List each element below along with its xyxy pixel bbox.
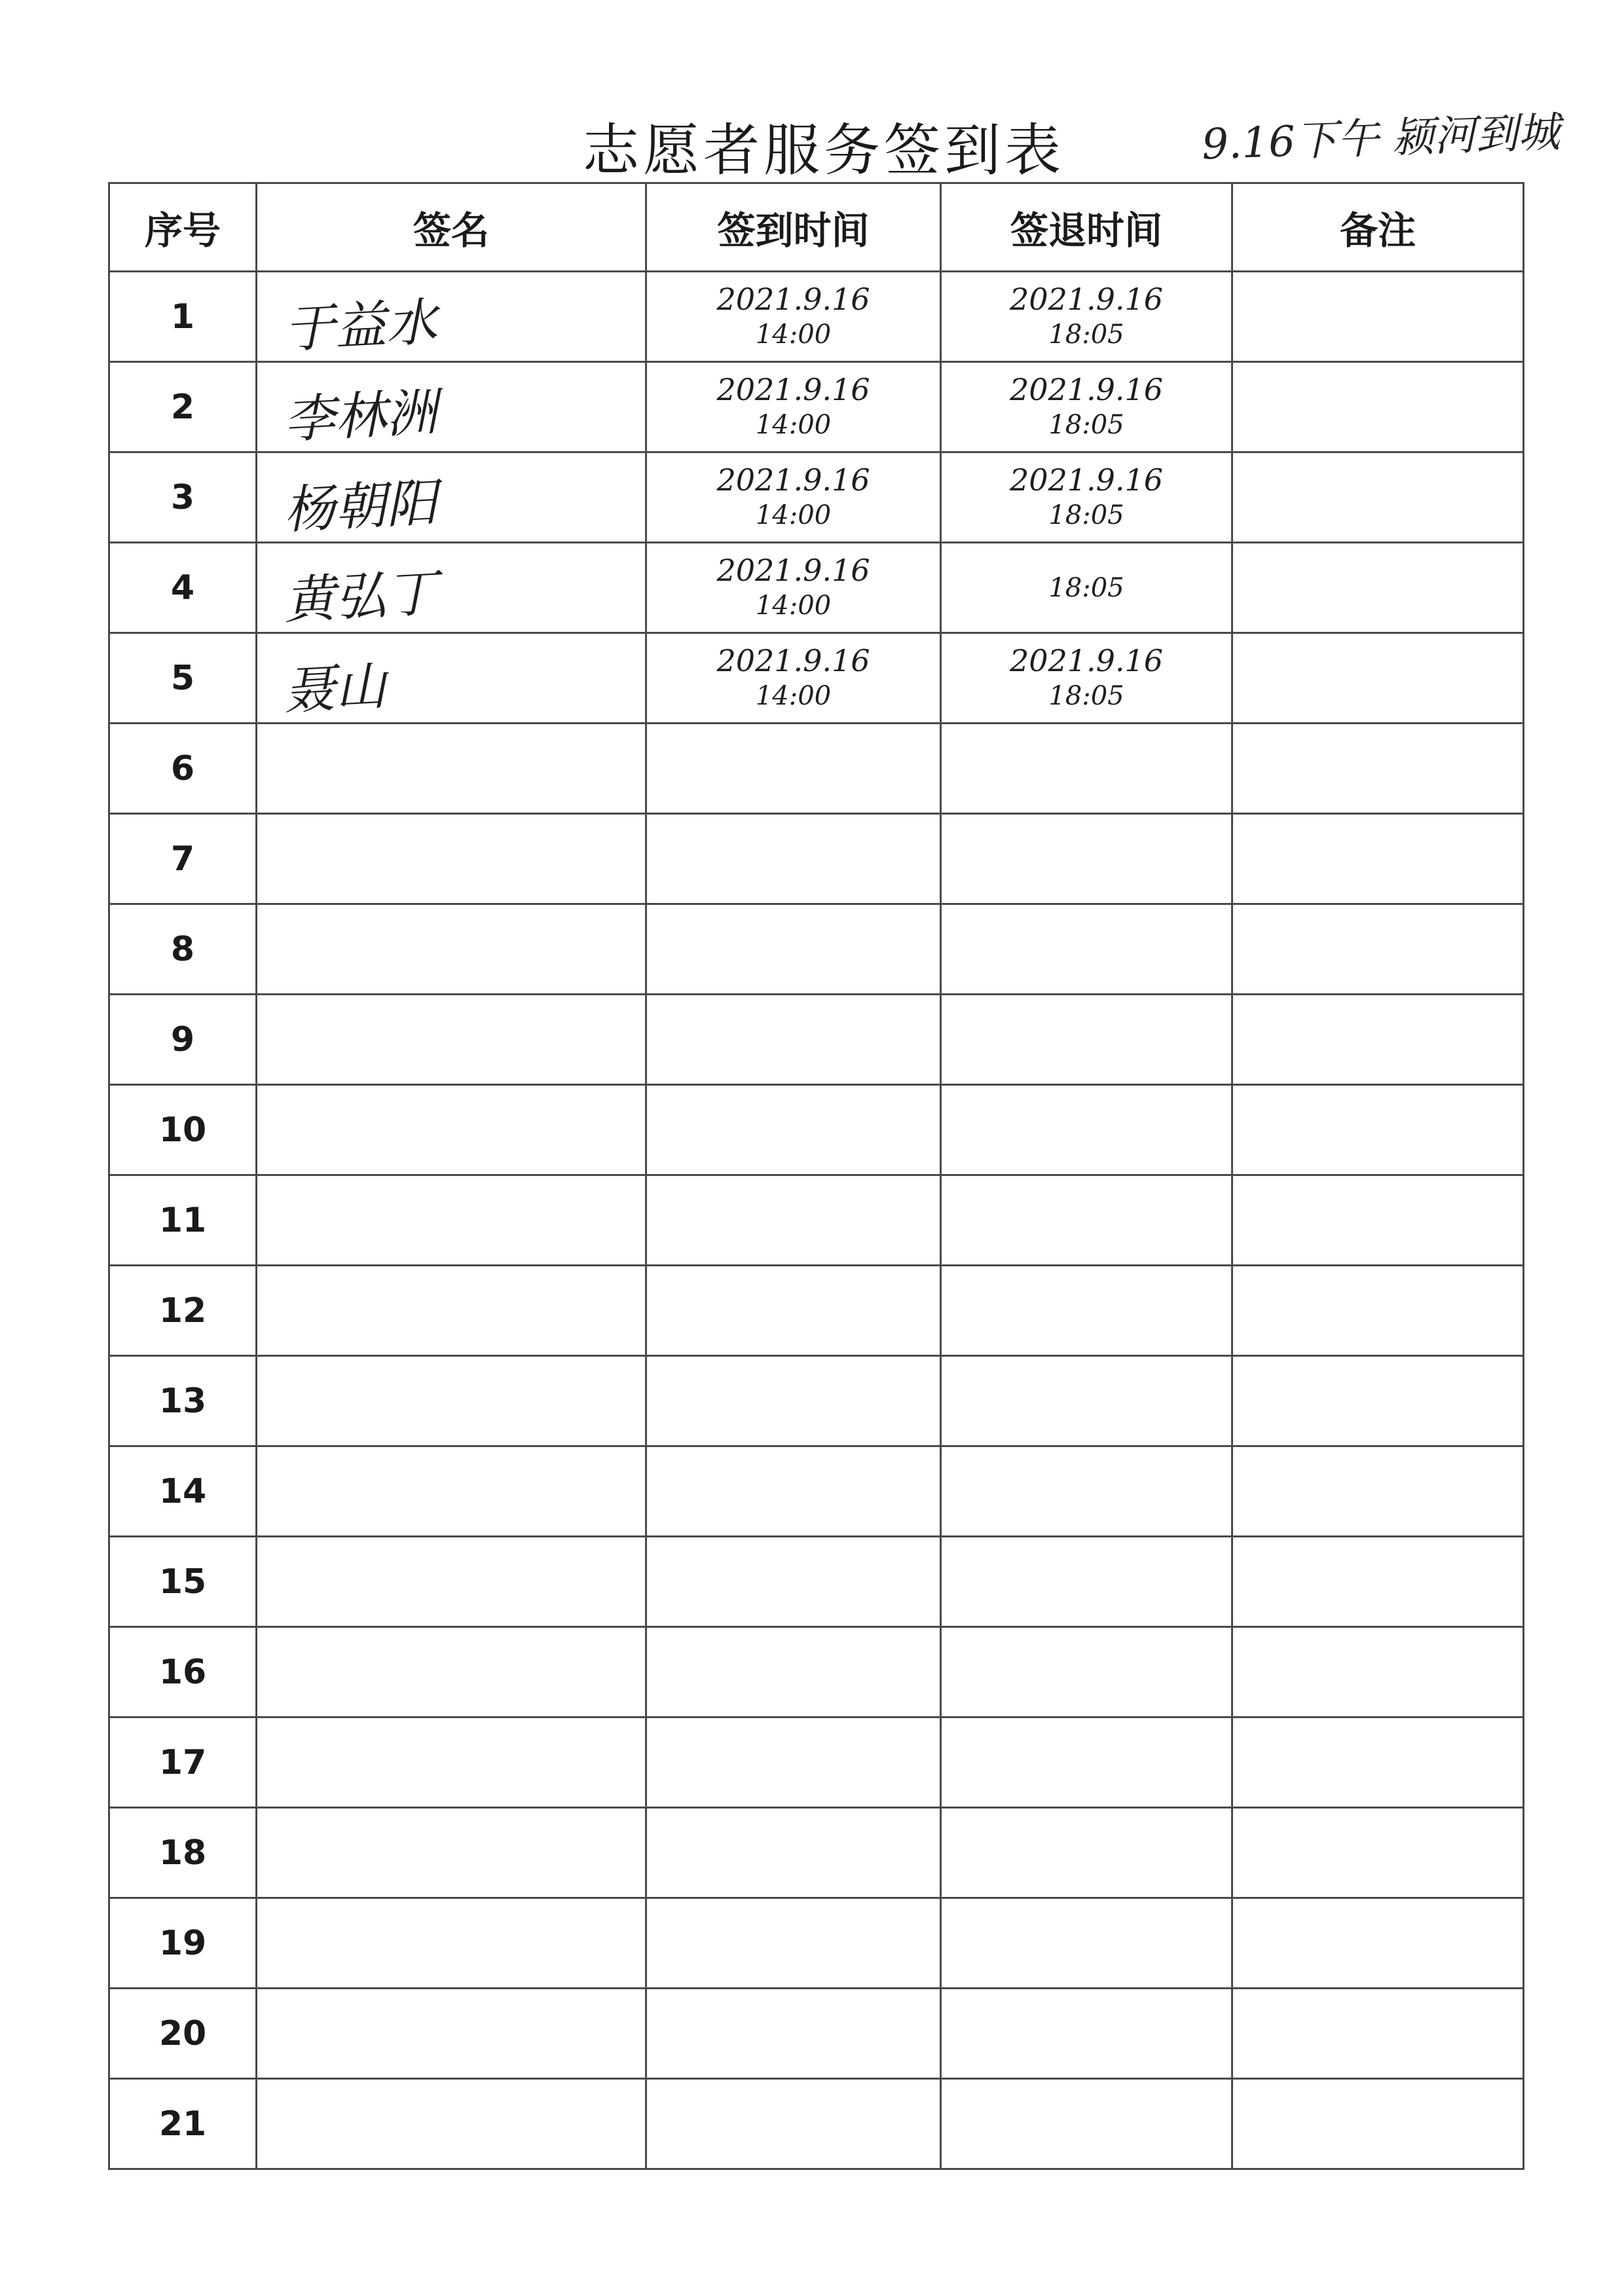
handwritten-signature bbox=[257, 1933, 644, 1953]
sign-in-time-cell bbox=[646, 1808, 941, 1898]
header-sign-in-time: 签到时间 bbox=[646, 183, 941, 272]
handwritten-note: 9.16下午 颍河到城 bbox=[1201, 108, 1561, 170]
header-sign-out-time: 签退时间 bbox=[941, 183, 1232, 272]
sign-out-time-cell bbox=[941, 904, 1232, 995]
handwritten-signature bbox=[257, 1752, 644, 1772]
signature-cell bbox=[257, 724, 646, 814]
handwritten-signature bbox=[257, 758, 644, 779]
handwritten-signature bbox=[257, 1662, 644, 1682]
sign-out-time-cell bbox=[941, 543, 1232, 633]
row-index: 11 bbox=[109, 1175, 257, 1266]
remark-cell bbox=[1232, 1175, 1524, 1266]
row-index: 16 bbox=[109, 1627, 257, 1717]
sign-out-time-cell bbox=[941, 1717, 1232, 1808]
table-header-row bbox=[109, 183, 1524, 272]
table-row bbox=[109, 1266, 1524, 1356]
signature-cell bbox=[257, 814, 646, 904]
table-row bbox=[109, 904, 1524, 995]
table-row bbox=[109, 633, 1524, 724]
sign-in-table bbox=[108, 182, 1524, 2170]
table-row bbox=[109, 1627, 1524, 1717]
in-date: 2021.9.16 bbox=[716, 462, 870, 498]
row-index: 4 bbox=[109, 543, 257, 633]
handwritten-signature bbox=[257, 2114, 644, 2134]
remark-cell bbox=[1232, 1085, 1524, 1175]
sign-in-time-cell bbox=[646, 1898, 941, 1989]
in-date: 2021.9.16 bbox=[716, 642, 870, 678]
remark-cell bbox=[1232, 995, 1524, 1085]
remark-cell bbox=[1232, 1808, 1524, 1898]
row-index: 10 bbox=[109, 1085, 257, 1175]
signature-cell bbox=[257, 1989, 646, 2079]
handwritten-signature bbox=[257, 1391, 644, 1411]
remark-cell bbox=[1232, 1627, 1524, 1717]
sign-in-time-cell bbox=[646, 1356, 941, 1446]
remark-cell bbox=[1232, 724, 1524, 814]
remark-cell bbox=[1232, 1989, 1524, 2079]
handwritten-signature bbox=[257, 2023, 644, 2044]
sign-in-time-cell bbox=[646, 814, 941, 904]
out-time: 18:05 bbox=[1048, 409, 1124, 440]
row-index: 3 bbox=[109, 452, 257, 543]
sign-out-time-cell bbox=[941, 1356, 1232, 1446]
row-index: 17 bbox=[109, 1717, 257, 1808]
remark-cell bbox=[1232, 633, 1524, 724]
remark-cell bbox=[1232, 362, 1524, 452]
row-index: 12 bbox=[109, 1266, 257, 1356]
table-row bbox=[109, 1989, 1524, 2079]
sign-out-time-cell bbox=[941, 1446, 1232, 1537]
in-time: 14:00 bbox=[755, 500, 832, 530]
sign-in-time-cell bbox=[646, 1717, 941, 1808]
sign-in-time-cell bbox=[646, 1537, 941, 1627]
remark-cell bbox=[1232, 1537, 1524, 1627]
row-index: 6 bbox=[109, 724, 257, 814]
handwritten-time bbox=[942, 462, 1231, 533]
handwritten-signature bbox=[257, 1571, 644, 1592]
remark-cell bbox=[1232, 2079, 1524, 2169]
row-index: 14 bbox=[109, 1446, 257, 1537]
table-row bbox=[109, 724, 1524, 814]
row-index: 5 bbox=[109, 633, 257, 724]
remark-cell bbox=[1232, 452, 1524, 543]
table-row bbox=[109, 1717, 1524, 1808]
handwritten-signature: 于益水 bbox=[282, 292, 439, 359]
sign-out-time-cell bbox=[941, 995, 1232, 1085]
handwritten-signature: 黄弘丁 bbox=[282, 563, 439, 631]
in-time: 14:00 bbox=[755, 590, 832, 621]
handwritten-signature bbox=[257, 1843, 644, 1863]
sign-out-time-cell bbox=[941, 1266, 1232, 1356]
sign-out-time-cell bbox=[941, 2079, 1232, 2169]
sign-in-time-cell bbox=[646, 272, 941, 362]
table-row bbox=[109, 1356, 1524, 1446]
handwritten-time bbox=[942, 372, 1231, 443]
table-body bbox=[109, 272, 1524, 2169]
row-index: 15 bbox=[109, 1537, 257, 1627]
remark-cell bbox=[1232, 814, 1524, 904]
sign-in-time-cell bbox=[646, 1085, 941, 1175]
handwritten-time bbox=[647, 643, 940, 714]
handwritten-signature bbox=[257, 1300, 644, 1321]
row-index: 19 bbox=[109, 1898, 257, 1989]
signature-cell bbox=[257, 2079, 646, 2169]
row-index: 21 bbox=[109, 2079, 257, 2169]
table-row bbox=[109, 362, 1524, 452]
table-row bbox=[109, 272, 1524, 362]
sign-in-time-cell bbox=[646, 904, 941, 995]
in-time: 14:00 bbox=[755, 680, 832, 711]
handwritten-time bbox=[647, 372, 940, 443]
out-date: 2021.9.16 bbox=[1009, 281, 1164, 317]
handwritten-time bbox=[647, 462, 940, 533]
row-index: 18 bbox=[109, 1808, 257, 1898]
sign-in-time-cell bbox=[646, 724, 941, 814]
sign-out-time-cell bbox=[941, 1175, 1232, 1266]
sign-out-time-cell bbox=[941, 1808, 1232, 1898]
sign-in-time-cell bbox=[646, 995, 941, 1085]
handwritten-signature bbox=[257, 939, 644, 959]
out-time: 18:05 bbox=[1048, 319, 1124, 350]
signature-cell bbox=[257, 904, 646, 995]
handwritten-signature: 杨朝阳 bbox=[282, 473, 439, 540]
sign-out-time-cell bbox=[941, 452, 1232, 543]
signature-cell bbox=[257, 995, 646, 1085]
remark-cell bbox=[1232, 272, 1524, 362]
out-time: 18:05 bbox=[1048, 680, 1124, 711]
sign-out-time-cell bbox=[941, 362, 1232, 452]
table-row bbox=[109, 814, 1524, 904]
header-signature: 签名 bbox=[257, 183, 646, 272]
table-row bbox=[109, 1175, 1524, 1266]
signature-cell bbox=[257, 1085, 646, 1175]
in-time: 14:00 bbox=[755, 319, 832, 350]
sign-in-time-cell bbox=[646, 1446, 941, 1537]
sign-in-time-cell bbox=[646, 2079, 941, 2169]
signature-cell bbox=[257, 1446, 646, 1537]
table-row bbox=[109, 543, 1524, 633]
row-index: 1 bbox=[109, 272, 257, 362]
row-index: 20 bbox=[109, 1989, 257, 2079]
signature-cell bbox=[257, 543, 646, 633]
signature-cell bbox=[257, 1898, 646, 1989]
table-row bbox=[109, 1446, 1524, 1537]
sign-out-time-cell bbox=[941, 724, 1232, 814]
signature-cell bbox=[257, 1717, 646, 1808]
signature-cell bbox=[257, 272, 646, 362]
signature-cell bbox=[257, 1537, 646, 1627]
handwritten-time bbox=[942, 282, 1231, 352]
sign-in-time-cell bbox=[646, 362, 941, 452]
sign-in-time-cell bbox=[646, 1266, 941, 1356]
out-time: 18:05 bbox=[1048, 572, 1124, 603]
handwritten-signature bbox=[257, 1481, 644, 1501]
out-time: 18:05 bbox=[1048, 500, 1124, 530]
handwritten-signature bbox=[257, 1120, 644, 1140]
signature-cell bbox=[257, 1808, 646, 1898]
table-row bbox=[109, 1898, 1524, 1989]
sign-in-time-cell bbox=[646, 1989, 941, 2079]
table-row bbox=[109, 452, 1524, 543]
table-row bbox=[109, 2079, 1524, 2169]
signature-cell bbox=[257, 633, 646, 724]
signature-cell bbox=[257, 452, 646, 543]
row-index: 9 bbox=[109, 995, 257, 1085]
signature-cell bbox=[257, 1266, 646, 1356]
handwritten-signature: 李林洲 bbox=[282, 382, 439, 450]
sign-in-time-cell bbox=[646, 543, 941, 633]
sign-in-time-cell bbox=[646, 1627, 941, 1717]
remark-cell bbox=[1232, 904, 1524, 995]
table-row bbox=[109, 995, 1524, 1085]
remark-cell bbox=[1232, 1446, 1524, 1537]
sign-out-time-cell bbox=[941, 814, 1232, 904]
sign-out-time-cell bbox=[941, 1085, 1232, 1175]
remark-cell bbox=[1232, 543, 1524, 633]
signature-cell bbox=[257, 1356, 646, 1446]
sign-out-time-cell bbox=[941, 1898, 1232, 1989]
table-row bbox=[109, 1808, 1524, 1898]
handwritten-signature: 聂山 bbox=[282, 656, 388, 721]
handwritten-signature bbox=[257, 849, 644, 869]
handwritten-signature bbox=[257, 1029, 644, 1050]
handwritten-time bbox=[942, 643, 1231, 714]
handwritten-time bbox=[647, 282, 940, 352]
sign-in-time-cell bbox=[646, 1175, 941, 1266]
sign-out-time-cell bbox=[941, 633, 1232, 724]
in-time: 14:00 bbox=[755, 409, 832, 440]
row-index: 13 bbox=[109, 1356, 257, 1446]
sign-in-time-cell bbox=[646, 633, 941, 724]
sign-out-time-cell bbox=[941, 1989, 1232, 2079]
header-index: 序号 bbox=[109, 183, 257, 272]
signature-cell bbox=[257, 1175, 646, 1266]
sign-out-time-cell bbox=[941, 1627, 1232, 1717]
out-date: 2021.9.16 bbox=[1009, 642, 1164, 678]
page-title: 志愿者服务签到表 bbox=[583, 118, 1065, 183]
in-date: 2021.9.16 bbox=[716, 281, 870, 317]
in-date: 2021.9.16 bbox=[716, 552, 870, 588]
handwritten-time bbox=[942, 570, 1231, 606]
remark-cell bbox=[1232, 1717, 1524, 1808]
header-remark: 备注 bbox=[1232, 183, 1524, 272]
out-date: 2021.9.16 bbox=[1009, 462, 1164, 498]
table-row bbox=[109, 1537, 1524, 1627]
sign-in-time-cell bbox=[646, 452, 941, 543]
remark-cell bbox=[1232, 1266, 1524, 1356]
handwritten-signature bbox=[257, 1210, 644, 1230]
sign-out-time-cell bbox=[941, 272, 1232, 362]
in-date: 2021.9.16 bbox=[716, 371, 870, 407]
row-index: 2 bbox=[109, 362, 257, 452]
remark-cell bbox=[1232, 1898, 1524, 1989]
signature-cell bbox=[257, 1627, 646, 1717]
out-date: 2021.9.16 bbox=[1009, 371, 1164, 407]
signature-cell bbox=[257, 362, 646, 452]
sign-out-time-cell bbox=[941, 1537, 1232, 1627]
handwritten-time bbox=[647, 553, 940, 623]
row-index: 8 bbox=[109, 904, 257, 995]
row-index: 7 bbox=[109, 814, 257, 904]
table-row bbox=[109, 1085, 1524, 1175]
remark-cell bbox=[1232, 1356, 1524, 1446]
